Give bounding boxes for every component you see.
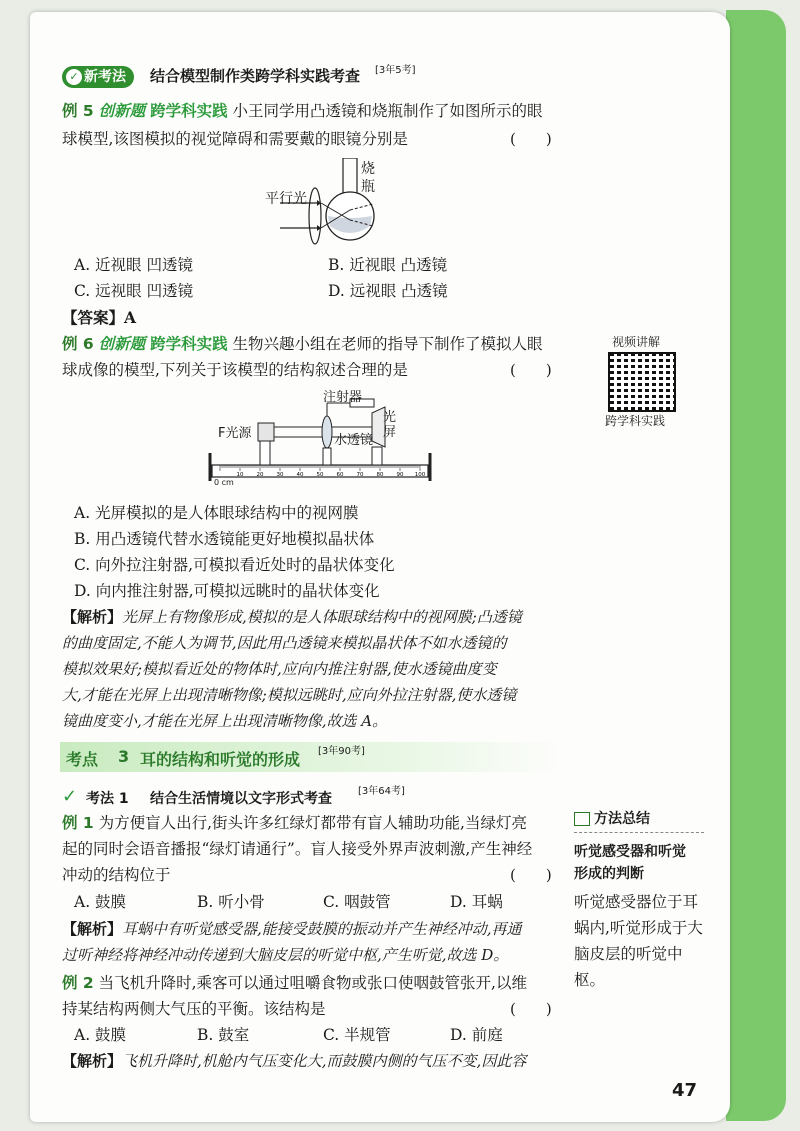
ex6-option-d: D. 向内推注射器,可模拟远眺时的晶状体变化 <box>74 582 380 600</box>
fig-label-syringe: 注射器 <box>323 390 363 405</box>
ex5-option-a: A. 近视眼 凹透镜 <box>74 256 193 274</box>
topic-banner <box>60 742 560 772</box>
ex5-option-b: B. 近视眼 凸透镜 <box>328 256 448 274</box>
flask-neck <box>343 158 357 196</box>
ex6-option-c: C. 向外拉注射器,可模拟看近处时的晶状体变化 <box>74 556 395 574</box>
ex6-question-line2: 球成像的模型,下列关于该模型的结构叙述合理的是 <box>62 361 408 379</box>
ruler-tick-label: 10 <box>236 472 244 478</box>
ex5-option-d: D. 远视眼 凸透镜 <box>328 282 448 300</box>
ex5-answer-blank: ( ) <box>510 130 552 148</box>
ex2-option-a: A. 鼓膜 <box>74 1026 127 1044</box>
ex5-label: 例 5 <box>62 102 94 120</box>
topic-frequency: [3年90考] <box>318 746 365 757</box>
ruler-tick-label: 40 <box>296 472 304 478</box>
fig-label-water-lens: 水透镜 <box>334 433 374 448</box>
topic-number: 3 <box>118 747 130 766</box>
ruler-start-label: 0 cm <box>214 478 234 487</box>
ex1-option-d: D. 耳蜗 <box>450 893 503 911</box>
section-title: 结合模型制作类跨学科实践考查 <box>150 67 361 85</box>
book-icon <box>574 812 590 826</box>
ex5-option-c: C. 远视眼 凹透镜 <box>74 282 194 300</box>
ruler-tick-label: 80 <box>376 472 384 478</box>
ex2-question: 例 2 当飞机升降时,乘客可以通过咀嚼食物或张口使咽鼓管张开,以维 <box>62 974 527 992</box>
ex2-option-d: D. 前庭 <box>450 1026 503 1044</box>
ex1-option-a: A. 鼓膜 <box>74 893 127 911</box>
ex6-label: 例 6 <box>62 335 94 353</box>
method-title: 结合生活情境以文字形式考查 <box>150 791 332 807</box>
ex1-explanation: 【解析】耳蜗中有听觉感受器,能接受鼓膜的振动并产生神经冲动,再通 过听神经将神经冲动传递到大脑皮层的听觉中枢,产生听觉,故选 D。 <box>62 920 522 964</box>
topic-label: 考点 <box>66 750 99 769</box>
fig-label-screen: 光屏 <box>383 410 397 440</box>
ex1-answer-blank: ( ) <box>510 866 552 884</box>
ex2-explanation: 【解析】飞机升降时,机舱内气压变化大,而鼓膜内侧的气压不变,因此容 <box>62 1052 527 1070</box>
qr-code[interactable] <box>608 352 676 412</box>
page-edge-green-strip <box>726 10 786 1121</box>
fig-label-light-source: F光源 <box>218 426 252 441</box>
qr-caption-bottom: 跨学科实践 <box>605 414 666 428</box>
check-icon: ✓ <box>62 786 78 807</box>
section-frequency: [3年5考] <box>375 65 416 76</box>
ex5-question-line2: 球模型,该图模拟的视觉障碍和需要戴的眼镜分别是 <box>62 130 408 148</box>
ruler-tick-label: 50 <box>316 472 324 478</box>
page-number: 47 <box>672 1080 698 1101</box>
qr-caption-top: 视频讲解 <box>612 335 661 349</box>
ruler-tick-label: 70 <box>356 472 364 478</box>
light-source <box>258 423 274 441</box>
method-summary-subtitle: 听觉感受器和听觉 形成的判断 <box>574 844 686 882</box>
new-method-badge: ✓ 新考法 <box>62 66 134 88</box>
method-summary-body: 听觉感受器位于耳 蜗内,听觉形成于大 脑皮层的听觉中枢。 <box>574 893 703 989</box>
fig-label-flask: 烧瓶 <box>361 161 375 195</box>
ruler-tick-label: 30 <box>276 472 284 478</box>
ruler-tick-label: 60 <box>336 472 344 478</box>
ex1-label: 例 1 <box>62 814 94 832</box>
ex6-option-a: A. 光屏模拟的是人体眼球结构中的视网膜 <box>74 504 359 522</box>
ruler-tick-label: 90 <box>396 472 404 478</box>
ex1-question-line3: 冲动的结构位于 <box>62 866 171 884</box>
method-summary-box <box>574 808 704 993</box>
lightbulb-icon: ✓ <box>66 69 82 85</box>
water-lens <box>322 416 332 448</box>
method-summary-header: 方法总结 <box>574 808 704 833</box>
fig-label-parallel-light: 平行光 <box>265 191 307 207</box>
ex1-option-b: B. 听小骨 <box>197 893 265 911</box>
ruler-tick-label: 20 <box>256 472 264 478</box>
ruler-tick-label: 100 <box>414 472 426 478</box>
ex2-label: 例 2 <box>62 974 94 992</box>
ex5-answer: 【答案】A <box>62 308 137 327</box>
ex5-tag-cross: 跨学科实践 <box>150 102 228 120</box>
ex2-option-c: C. 半规管 <box>323 1026 391 1044</box>
method-frequency: [3年64考] <box>358 786 405 797</box>
ex5-tag-innovation: 创新题 <box>98 102 146 120</box>
ex2-option-b: B. 鼓室 <box>197 1026 250 1044</box>
ex6-option-b: B. 用凸透镜代替水透镜能更好地模拟晶状体 <box>74 530 375 548</box>
topic-title: 耳的结构和听觉的形成 <box>140 750 301 769</box>
ex1-question: 例 1 为方便盲人出行,街头许多红绿灯都带有盲人辅助功能,当绿灯亮 <box>62 814 527 832</box>
method-label: 考法 1 <box>86 791 129 807</box>
convex-lens <box>309 188 321 244</box>
ex2-answer-blank: ( ) <box>510 1000 552 1018</box>
ex6-answer-blank: ( ) <box>510 361 552 379</box>
ex5-question: 例 5 创新题 跨学科实践 小王同学用凸透镜和烧瓶制作了如图所示的眼 <box>62 102 543 120</box>
ex6-tag-cross: 跨学科实践 <box>150 335 228 353</box>
ex1-question-line2: 起的同时会语音播报“绿灯请通行”。盲人接受外界声波刺激,产生神经 <box>62 840 533 858</box>
ex1-option-c: C. 咽鼓管 <box>323 893 391 911</box>
ex6-explanation: 【解析】光屏上有物像形成,模拟的是人体眼球结构中的视网膜;凸透镜 的曲度固定,不能人为调节,因此用凸透镜来模拟晶状体不如水透镜的 模拟效果好;模拟看近处的物体时,应向内推注射器,使水透镜曲度变 大,才能在光屏上出现清晰物像;模拟远眺时,应向外拉注射器,使水透镜 镜曲度变小,才能在光屏上出现清晰物像,故选 A。 <box>62 608 522 730</box>
ex6-question: 例 6 创新题 跨学科实践 生物兴趣小组在老师的指导下制作了模拟人眼 <box>62 335 543 353</box>
ex6-tag-innovation: 创新题 <box>98 335 146 353</box>
ex2-question-line2: 持某结构两侧大气压的平衡。该结构是 <box>62 1000 326 1018</box>
